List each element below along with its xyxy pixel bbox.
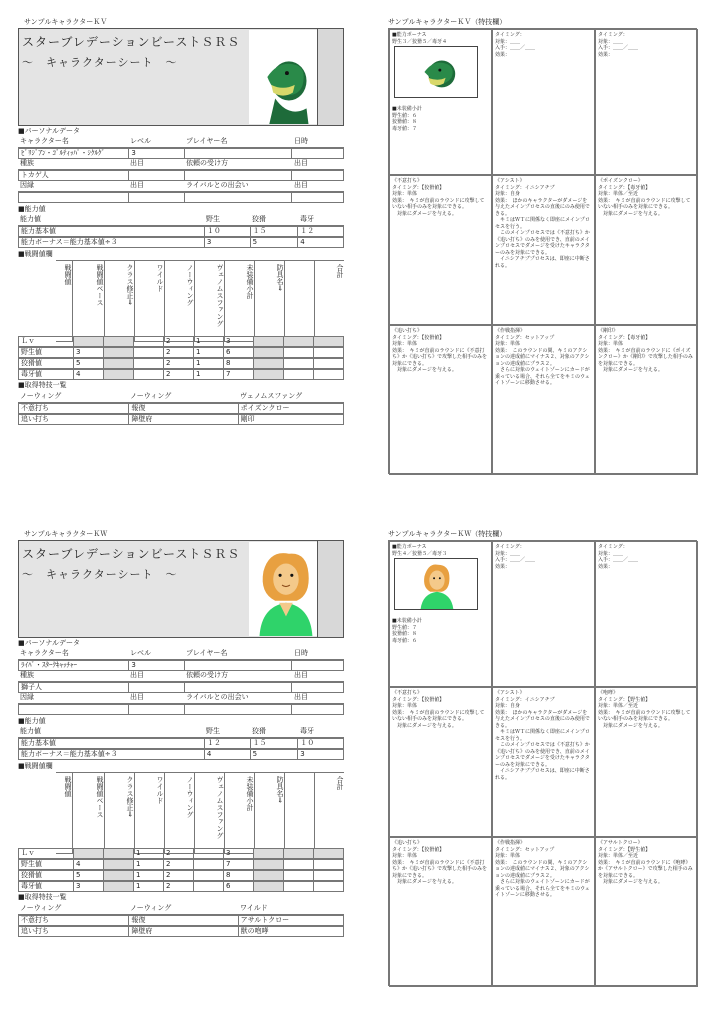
skill-card xyxy=(595,175,698,325)
bonus-cell xyxy=(389,541,492,687)
personal-row xyxy=(18,682,344,693)
table-cell: 戦闘値ベース xyxy=(72,261,104,341)
table-cell: ワイルド xyxy=(240,904,268,912)
lion-portrait-icon xyxy=(394,558,478,610)
table-cell xyxy=(314,369,344,380)
table-cell: Ｌｖ xyxy=(18,336,74,347)
table-cell: タイミング： 対象：＿＿ 入手：＿＿／＿＿ 効果： xyxy=(495,544,536,570)
field-label: 種族 xyxy=(20,671,34,679)
skills-row xyxy=(18,915,344,926)
table-cell: 《不意打ち》 タイミング：【狡猾値】 対象：単体 効果： キミが直前のラウンドに攻撃していない相手のみを対象にできる。 対象にダメージを与える。 xyxy=(392,690,485,729)
table-cell: １２ xyxy=(204,739,250,748)
date-value xyxy=(291,149,343,158)
personal-row xyxy=(18,148,344,159)
table-cell: 1 xyxy=(194,336,224,347)
table-cell: 合計 xyxy=(314,261,344,341)
blank-skill-cell xyxy=(595,29,698,175)
table-cell: 5 xyxy=(250,750,298,759)
table-cell: 2 xyxy=(164,859,194,870)
table-cell xyxy=(291,193,343,202)
table-cell: 《アサルトクロー》 タイミング：【野生値】 対象：単体／至近 効果： キミが直前のラウンドに《咆哮》か《アサルトクロー》で攻撃した相手のみを対象にできる。 対象にダメージを与える。 xyxy=(598,840,693,885)
table-cell: 能力値 xyxy=(20,215,41,223)
personal-row xyxy=(18,170,344,181)
table-cell: １０ xyxy=(204,227,250,236)
table-cell: Ｌｖ xyxy=(18,848,74,859)
table-cell: ワイルド xyxy=(134,261,164,341)
table-cell: 《追い打ち》 タイミング：【狡猾値】 対象：単体 効果： キミが直前のラウンドに《不意打ち》か《追い打ち》で攻撃した相手のみを対象にできる。 対象にダメージを与える。 xyxy=(392,328,488,373)
sheet-subtitle: ～ キャラクターシート ～ xyxy=(22,568,178,581)
lion-portrait-icon xyxy=(249,542,319,636)
table-cell: 2 xyxy=(164,870,194,881)
table-cell xyxy=(314,848,344,859)
table-cell xyxy=(194,881,224,892)
personal-row xyxy=(18,181,344,192)
blank-skill-cell xyxy=(492,541,595,687)
field-label: 出目 xyxy=(294,181,308,189)
field-label: ライバルとの出会い xyxy=(186,181,249,189)
table-cell: 1 xyxy=(194,369,224,380)
skills-row xyxy=(18,392,344,403)
skill-card xyxy=(595,687,698,837)
personal-row xyxy=(18,159,344,170)
table-cell: 戦闘値 xyxy=(64,264,72,285)
skills-table xyxy=(18,904,344,938)
table-cell xyxy=(128,171,184,180)
table-cell: 8 xyxy=(224,870,254,881)
battle-header-row xyxy=(56,772,344,854)
table-cell: 3 xyxy=(224,336,254,347)
table-cell: １２ xyxy=(297,227,343,236)
table-cell: 不意打ち xyxy=(21,916,49,924)
blank-skill-cell xyxy=(595,541,698,687)
personal-row xyxy=(18,693,344,704)
table-cell: 4 xyxy=(297,238,343,247)
table-cell: 野生 xyxy=(206,727,220,735)
battle-header-row xyxy=(56,260,344,342)
player-name-value xyxy=(184,661,291,670)
table-cell xyxy=(284,881,314,892)
table-cell: 狡猾 xyxy=(252,215,266,223)
field-label: 出目 xyxy=(294,159,308,167)
table-cell: 障壁府 xyxy=(128,415,237,424)
table-cell xyxy=(314,859,344,870)
table-cell: 能力基本値 xyxy=(21,227,56,235)
skill-card xyxy=(389,687,492,837)
table-cell xyxy=(128,683,184,692)
ability-heading: ■能力値 xyxy=(18,205,46,213)
table-cell: 獣の咆哮 xyxy=(238,927,343,936)
table-cell: 8 xyxy=(224,358,254,369)
table-cell: 2 xyxy=(164,369,194,380)
battle-row xyxy=(18,870,344,881)
table-cell: 毒牙 xyxy=(300,215,314,223)
table-cell xyxy=(184,683,291,692)
skill-card xyxy=(595,837,698,987)
table-cell: ワイルド xyxy=(134,773,164,853)
table-cell: 4 xyxy=(204,750,250,759)
table-cell: 野生値 xyxy=(18,347,74,358)
battle-row xyxy=(18,859,344,870)
table-cell xyxy=(74,848,104,859)
table-cell xyxy=(284,859,314,870)
sheet-header xyxy=(18,540,344,638)
table-cell: 7 xyxy=(224,859,254,870)
personal-row xyxy=(18,704,344,715)
lizard-portrait-icon xyxy=(249,30,319,124)
field-label: 出目 xyxy=(130,181,144,189)
bonus-cell xyxy=(389,29,492,175)
table-cell xyxy=(284,347,314,358)
table-cell: 能力基本値 xyxy=(21,739,56,747)
table-cell xyxy=(314,336,344,347)
table-cell: 3 xyxy=(224,848,254,859)
table-cell xyxy=(284,358,314,369)
table-cell: 《作戦指揮》 タイミング：セットアップ 対象：単体 効果： このラウンドの間、キミのアクションの達成値にマイナス２、対象のアクションの達成値にプラス２。 さらに対象のウェイトゾーンにカードが乗っている場合、それら全てをキミのウェイトゾーンに移動させる。 xyxy=(495,328,590,386)
ability-table xyxy=(18,215,344,249)
field-label: プレイヤー名 xyxy=(186,649,228,657)
blank-skill-cell xyxy=(492,29,595,175)
table-cell: 《咆哮》 タイミング：【野生値】 対象：単体／至近 効果： キミが直前のラウンドに攻撃していない相手のみを対象にできる。 対象にダメージを与える。 xyxy=(598,690,691,729)
table-cell xyxy=(254,347,284,358)
table-cell: 戦闘値 xyxy=(64,776,72,797)
table-cell xyxy=(284,336,314,347)
header-side-strip xyxy=(317,541,343,637)
field-label: 出目 xyxy=(130,159,144,167)
table-cell xyxy=(184,705,291,714)
table-cell: 《不意打ち》 タイミング：【狡猾値】 対象：単体 効果： キミが直前のラウンドに攻撃していない相手のみを対象にできる。 対象にダメージを与える。 xyxy=(392,178,485,217)
field-label: 出目 xyxy=(294,693,308,701)
table-cell xyxy=(291,171,343,180)
table-cell: 2 xyxy=(164,336,194,347)
table-cell xyxy=(184,193,291,202)
table-cell xyxy=(194,848,224,859)
table-cell: ■未装備小計 野生値：６ 狡猾値：８ 毒牙値：７ xyxy=(392,106,422,132)
field-label: キャラクター名 xyxy=(20,649,69,657)
field-label: 因縁 xyxy=(20,181,34,189)
table-cell: ■能力ボーナス 野生３／狡猾５／毒牙４ xyxy=(392,32,448,45)
table-cell: クラス修正⇒ xyxy=(104,773,134,853)
table-cell: 野生 xyxy=(206,215,220,223)
skill-card xyxy=(389,325,492,475)
ability-row xyxy=(18,237,344,248)
table-cell: ヴェノムスファング xyxy=(194,773,224,853)
ability-row xyxy=(18,215,344,226)
table-cell: 能力値 xyxy=(20,727,41,735)
table-cell: 1 xyxy=(134,881,164,892)
table-cell: １０ xyxy=(297,739,343,748)
table-cell: ノーウィング xyxy=(164,261,194,341)
skills-row xyxy=(18,414,344,425)
table-cell: 3 xyxy=(204,238,250,247)
table-cell xyxy=(104,347,134,358)
table-cell xyxy=(254,870,284,881)
table-cell: 戦闘値ベース xyxy=(72,773,104,853)
skill-card xyxy=(595,325,698,475)
table-cell: 野生値 xyxy=(18,859,74,870)
table-cell: 1 xyxy=(134,859,164,870)
table-cell: 防具名⇒ xyxy=(254,773,284,853)
table-cell: ■未装備小計 野生値：７ 狡猾値：８ 毒牙値：６ xyxy=(392,618,422,644)
table-cell: 2 xyxy=(164,347,194,358)
table-cell: タイミング： 対象：＿＿ 入手：＿＿／＿＿ 効果： xyxy=(598,544,639,570)
battle-row xyxy=(18,848,344,859)
field-label: 依頼の受け方 xyxy=(186,159,228,167)
skill-card xyxy=(492,837,595,987)
table-cell xyxy=(104,881,134,892)
table-cell: 合計 xyxy=(314,773,344,853)
table-cell: タイミング： 対象：＿＿ 入手：＿＿／＿＿ 効果： xyxy=(495,32,536,58)
table-cell: ノーウィング xyxy=(20,392,62,400)
table-cell xyxy=(128,193,184,202)
table-cell: ノーウィング xyxy=(130,904,172,912)
field-label: 因縁 xyxy=(20,693,34,701)
table-cell: 追い打ち xyxy=(21,415,49,423)
table-cell xyxy=(128,705,184,714)
battle-heading: ■戦闘値欄 xyxy=(18,250,53,258)
table-cell xyxy=(284,848,314,859)
table-cell: 7 xyxy=(224,369,254,380)
table-cell xyxy=(104,870,134,881)
table-cell xyxy=(134,369,164,380)
skill-sheet xyxy=(388,28,697,474)
table-cell: 《追い打ち》 タイミング：【狡猾値】 対象：単体 効果： キミが直前のラウンドに《不意打ち》か《追い打ち》で攻撃した相手のみを対象にできる。 対象にダメージを与える。 xyxy=(392,840,488,885)
personal-row xyxy=(18,192,344,203)
personal-row xyxy=(18,660,344,671)
skill-card xyxy=(492,175,595,325)
table-cell xyxy=(254,369,284,380)
ability-row xyxy=(18,738,344,749)
table-cell xyxy=(254,881,284,892)
field-label: 日時 xyxy=(294,649,308,657)
game-title: スターブレデーションビーストＳＲＳ xyxy=(22,547,241,561)
sheet-header xyxy=(18,28,344,126)
table-cell: 未装備小計 xyxy=(224,773,254,853)
skills-heading: ■取得特技一覧 xyxy=(18,381,67,389)
personal-table xyxy=(18,137,344,205)
skill-sheet-label: サンプルキャラクターＫＶ（特技欄） xyxy=(388,18,507,26)
ability-row xyxy=(18,226,344,237)
ability-heading: ■能力値 xyxy=(18,717,46,725)
table-cell: 狡猾値 xyxy=(18,358,74,369)
table-cell: 6 xyxy=(224,881,254,892)
field-label: 出目 xyxy=(130,671,144,679)
table-cell xyxy=(314,870,344,881)
table-cell: 1 xyxy=(134,848,164,859)
table-cell: タイミング： 対象：＿＿ 入手：＿＿／＿＿ 効果： xyxy=(598,32,639,58)
table-cell: 5 xyxy=(74,358,104,369)
table-cell: 5 xyxy=(250,238,298,247)
header-side-strip xyxy=(317,29,343,125)
battle-row xyxy=(18,347,344,358)
character-sheet-kw xyxy=(0,512,724,1024)
field-label: 日時 xyxy=(294,137,308,145)
table-cell: 5 xyxy=(74,870,104,881)
field-label: レベル xyxy=(130,137,151,145)
table-cell: 防具名⇒ xyxy=(254,261,284,341)
table-cell xyxy=(284,773,314,853)
table-cell: 報復 xyxy=(128,916,237,925)
table-cell: 2 xyxy=(164,358,194,369)
player-name-value xyxy=(184,149,291,158)
table-cell xyxy=(104,369,134,380)
table-cell: 1 xyxy=(194,358,224,369)
race-value: 獅子人 xyxy=(21,683,42,691)
table-cell: １５ xyxy=(250,227,298,236)
skills-heading: ■取得特技一覧 xyxy=(18,893,67,901)
table-cell: 4 xyxy=(74,369,104,380)
field-label: キャラクター名 xyxy=(20,137,69,145)
character-name-value: ﾋﾞﾘｼﾞｱﾝ・ｺﾞﾙﾃｨｯﾊﾟ・ｼｸﾙｸﾞ xyxy=(21,149,105,157)
battle-row xyxy=(18,336,344,347)
sheet-label: サンプルキャラクターＫＶ xyxy=(24,18,108,26)
table-cell: 《剛印》 タイミング：【毒牙値】 対象：単体 効果： キミが直前のラウンドに《ポイズンクロー》か《剛印》で攻撃した相手のみを対象にできる。 対象にダメージを与える。 xyxy=(598,328,693,373)
table-cell xyxy=(291,683,343,692)
table-cell xyxy=(134,336,164,347)
skills-row xyxy=(18,403,344,414)
field-label: プレイヤー名 xyxy=(186,137,228,145)
personal-heading: ■パーソナルデータ xyxy=(18,127,80,135)
ability-table xyxy=(18,727,344,761)
table-cell xyxy=(134,358,164,369)
field-label: ライバルとの出会い xyxy=(186,693,249,701)
sheet-label: サンプルキャラクターＫＷ xyxy=(24,530,108,538)
table-cell: ノーウィング xyxy=(20,904,62,912)
skill-sheet xyxy=(388,540,697,986)
skill-card xyxy=(389,175,492,325)
ability-row xyxy=(18,749,344,760)
personal-row xyxy=(18,137,344,148)
ability-row xyxy=(18,727,344,738)
table-cell: 未装備小計 xyxy=(224,261,254,341)
personal-row xyxy=(18,649,344,660)
table-cell: 3 xyxy=(74,881,104,892)
table-cell xyxy=(194,859,224,870)
table-cell: 3 xyxy=(74,347,104,358)
date-value xyxy=(291,661,343,670)
skill-sheet-label: サンプルキャラクターＫＷ（特技欄） xyxy=(388,530,507,538)
skills-row xyxy=(18,904,344,915)
table-cell: 3 xyxy=(297,750,343,759)
character-name-value: ﾗｲﾊﾞ・ｽﾀｰｸｷｬｯﾁｬｰ xyxy=(21,661,77,669)
table-cell xyxy=(104,336,134,347)
skills-row xyxy=(18,926,344,937)
lizard-portrait-icon xyxy=(394,46,478,98)
table-cell: ポイズンクロー xyxy=(238,404,343,413)
battle-row xyxy=(18,358,344,369)
personal-row xyxy=(18,671,344,682)
table-cell xyxy=(254,358,284,369)
table-cell: 《アシスト》 タイミング：イニシアチブ 対象：自身 効果： ほかのキャラクターがダメージを与えたメインプロセスの直後にのみ使用できる。 キミはＷＴに関係なく即座にメインプロセスを行う。 このメインプロセスでは《不意打ち》か《追い打ち》のみを使用でき、直前のメインプロセスでダメージを受けたキャラクターのみを対象にできる。 イニシアチブプロセスは、即座に中断される。 xyxy=(495,690,590,781)
table-cell: 毒牙値 xyxy=(18,881,74,892)
race-value: トカゲ人 xyxy=(21,171,49,179)
personal-table xyxy=(18,649,344,717)
table-cell: 2 xyxy=(164,848,194,859)
table-cell: アサルトクロー xyxy=(238,916,343,925)
field-label: 依頼の受け方 xyxy=(186,671,228,679)
table-cell xyxy=(291,705,343,714)
level-value: 3 xyxy=(128,149,184,158)
table-cell xyxy=(284,369,314,380)
table-cell: ノーウィング xyxy=(130,392,172,400)
table-cell: クラス修正⇒ xyxy=(104,261,134,341)
table-cell xyxy=(314,347,344,358)
table-cell: 1 xyxy=(194,347,224,358)
table-cell: 《作戦指揮》 タイミング：セットアップ 対象：単体 効果： このラウンドの間、キミのアクションの達成値にマイナス２、対象のアクションの達成値にプラス２。 さらに対象のウェイトゾーンにカードが乗っている場合、それら全てをキミのウェイトゾーンに移動させる。 xyxy=(495,840,590,898)
level-value: 3 xyxy=(128,661,184,670)
table-cell xyxy=(314,881,344,892)
table-cell xyxy=(104,358,134,369)
skills-table xyxy=(18,392,344,426)
table-cell xyxy=(284,870,314,881)
skill-card xyxy=(389,837,492,987)
table-cell: 障壁府 xyxy=(128,927,237,936)
table-cell xyxy=(104,848,134,859)
table-cell xyxy=(19,193,128,202)
field-label: 出目 xyxy=(130,693,144,701)
battle-row xyxy=(18,881,344,892)
table-cell: 剛印 xyxy=(238,415,343,424)
field-label: レベル xyxy=(130,649,151,657)
table-cell xyxy=(254,859,284,870)
table-cell: 2 xyxy=(164,881,194,892)
table-cell: 毒牙 xyxy=(300,727,314,735)
table-cell xyxy=(314,358,344,369)
table-cell: 報復 xyxy=(128,404,237,413)
table-cell xyxy=(184,171,291,180)
table-cell xyxy=(74,336,104,347)
table-cell: 1 xyxy=(134,870,164,881)
table-cell: 不意打ち xyxy=(21,404,49,412)
field-label: 種族 xyxy=(20,159,34,167)
table-cell: 狡猾値 xyxy=(18,870,74,881)
table-cell xyxy=(134,347,164,358)
table-cell: 毒牙値 xyxy=(18,369,74,380)
skill-card xyxy=(492,687,595,837)
table-cell: ノーウィング xyxy=(164,773,194,853)
table-cell: 追い打ち xyxy=(21,927,49,935)
table-cell: １５ xyxy=(250,739,298,748)
battle-row xyxy=(18,369,344,380)
table-cell: ヴェノムスファング xyxy=(194,261,224,341)
table-cell xyxy=(254,336,284,347)
table-cell: 能力ボーナス＝能力基本値÷３ xyxy=(21,238,118,246)
table-cell xyxy=(194,870,224,881)
table-cell xyxy=(254,848,284,859)
table-cell: 4 xyxy=(74,859,104,870)
table-cell xyxy=(19,705,128,714)
table-cell: 狡猾 xyxy=(252,727,266,735)
table-cell: 能力ボーナス＝能力基本値÷３ xyxy=(21,750,118,758)
game-title: スターブレデーションビーストＳＲＳ xyxy=(22,35,241,49)
table-cell xyxy=(284,261,314,341)
field-label: 出目 xyxy=(294,671,308,679)
table-cell: 《アシスト》 タイミング：イニシアチブ 対象：自身 効果： ほかのキャラクターがダメージを与えたメインプロセスの直後にのみ使用できる。 キミはＷＴに関係なく即座にメインプロセスを行う。 このメインプロセスでは《不意打ち》か《追い打ち》のみを使用でき、直前のメインプロセスでダメージを受けたキャラクターのみを対象にできる。 イニシアチブプロセスは、即座に中断される。 xyxy=(495,178,590,269)
table-cell: 《ポイズンクロー》 タイミング：【毒牙値】 対象：単体／至近 効果： キミが直前のラウンドに攻撃していない相手のみを対象にできる。 対象にダメージを与える。 xyxy=(598,178,691,217)
skill-card xyxy=(492,325,595,475)
table-cell: ヴェノムスファング xyxy=(240,392,303,400)
personal-heading: ■パーソナルデータ xyxy=(18,639,80,647)
sheet-subtitle: ～ キャラクターシート ～ xyxy=(22,56,178,69)
table-cell: 6 xyxy=(224,347,254,358)
table-cell xyxy=(104,859,134,870)
battle-heading: ■戦闘値欄 xyxy=(18,762,53,770)
table-cell: ■能力ボーナス 野生４／狡猾５／毒牙３ xyxy=(392,544,448,557)
